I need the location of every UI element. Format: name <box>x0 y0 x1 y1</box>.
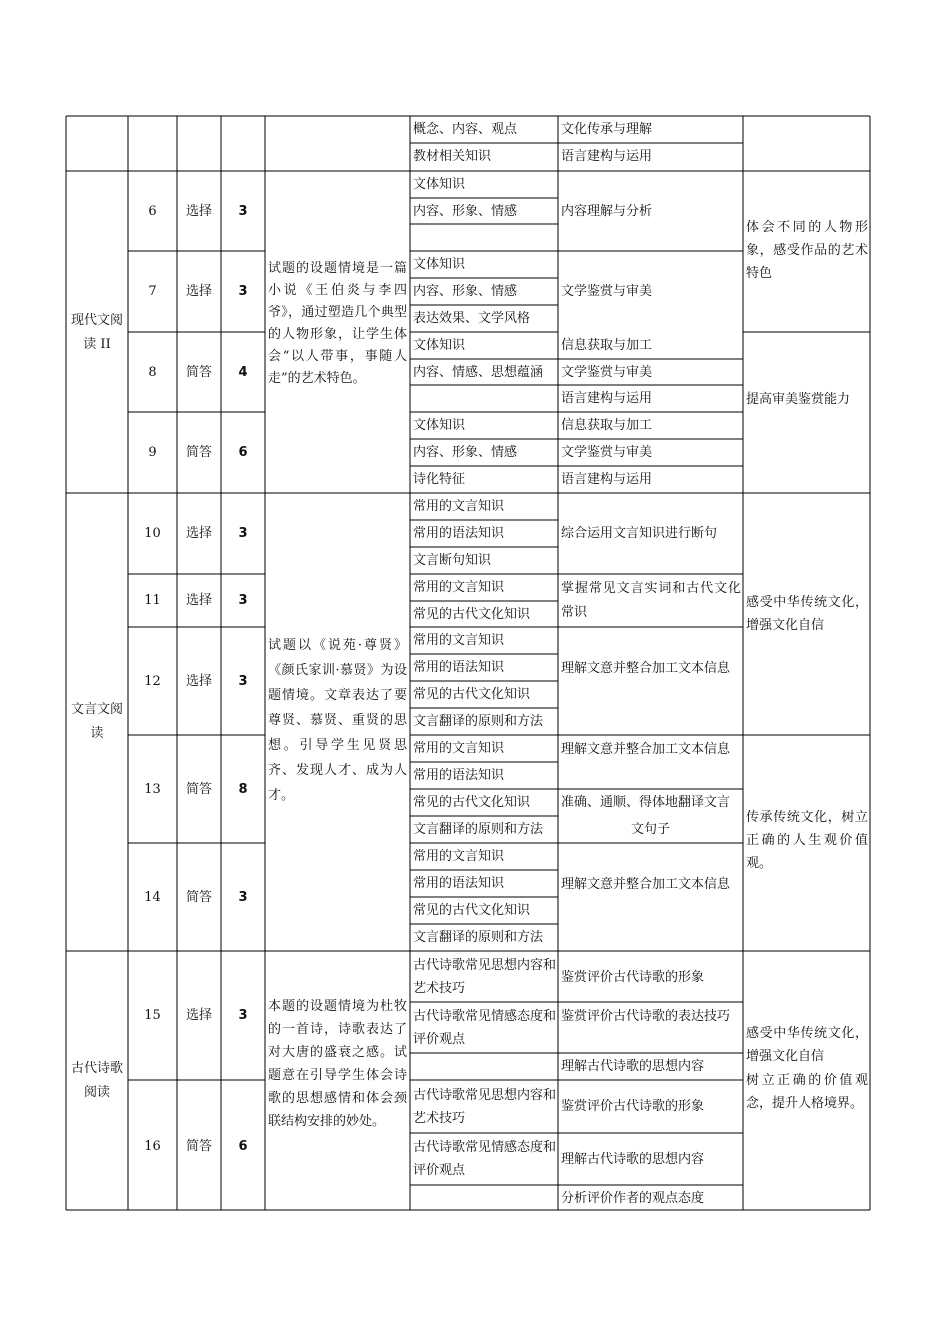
ability-item: 理解文意并整合加工文本信息 <box>561 742 731 757</box>
question-no: 10 <box>144 526 161 541</box>
knowledge-item: 常用的语法知识 <box>413 768 505 783</box>
ability-item: 信息获取与加工 <box>561 338 653 353</box>
knowledge-item: 文体知识 <box>413 257 466 272</box>
knowledge-item: 古代诗歌常见思想内容和艺术技巧 <box>413 1088 557 1126</box>
ability-item: 掌握常见文言实词和古代文化常识 <box>561 581 741 620</box>
question-score: 3 <box>238 593 248 608</box>
knowledge-item: 文体知识 <box>413 177 466 192</box>
question-score: 8 <box>238 782 248 797</box>
ability-item: 准确、通顺、得体地翻译文言 <box>561 795 731 810</box>
question-type: 简答 <box>185 445 212 460</box>
knowledge-item: 文体知识 <box>413 338 466 353</box>
cont-ability-2: 语言建构与运用 <box>561 149 653 164</box>
ability-item: 理解文意并整合加工文本信息 <box>561 877 731 892</box>
question-type: 选择 <box>185 593 212 608</box>
knowledge-item: 常用的文言知识 <box>413 499 505 514</box>
ability-item: 鉴赏评价古代诗歌的表达技巧 <box>561 1009 731 1024</box>
ability-item: 分析评价作者的观点态度 <box>561 1191 705 1206</box>
question-score: 3 <box>238 526 248 541</box>
knowledge-item: 文言翻译的原则和方法 <box>413 822 544 837</box>
literacy-text: 树立正确的价值观念，提升人格境界。 <box>746 1073 868 1111</box>
question-type: 选择 <box>185 674 212 689</box>
question-score: 6 <box>238 1139 248 1154</box>
knowledge-item: 常用的语法知识 <box>413 526 505 541</box>
knowledge-item: 古代诗歌常见情感态度和评价观点 <box>413 1140 557 1178</box>
knowledge-item: 内容、形象、情感 <box>413 445 518 460</box>
ability-item: 文学鉴赏与审美 <box>561 365 653 380</box>
question-type: 选择 <box>185 1008 212 1023</box>
question-score: 3 <box>238 284 248 299</box>
ability-item: 语言建构与运用 <box>561 472 653 487</box>
ability-item: 理解文意并整合加工文本信息 <box>561 661 731 676</box>
knowledge-item: 内容、情感、思想蕴涵 <box>413 365 544 380</box>
knowledge-item: 内容、形象、情感 <box>413 204 518 219</box>
knowledge-item: 表达效果、文学风格 <box>413 311 531 326</box>
ability-item: 鉴赏评价古代诗歌的形象 <box>561 970 705 985</box>
ability-item: 信息获取与加工 <box>561 418 653 433</box>
knowledge-item: 常用的文言知识 <box>413 849 505 864</box>
question-no: 9 <box>148 445 157 460</box>
question-score: 6 <box>238 445 248 460</box>
question-type: 简答 <box>185 782 212 797</box>
question-no: 16 <box>144 1139 161 1154</box>
question-score: 4 <box>238 365 248 380</box>
knowledge-item: 常用的语法知识 <box>413 876 505 891</box>
knowledge-item: 古代诗歌常见情感态度和评价观点 <box>413 1009 557 1047</box>
question-no: 13 <box>144 782 161 797</box>
ability-item: 理解古代诗歌的思想内容 <box>561 1059 705 1074</box>
knowledge-item: 常见的古代文化知识 <box>413 687 531 702</box>
question-type: 选择 <box>185 204 212 219</box>
situation-text: 本题的设题情境为杜牧的一首诗，诗歌表达了对大唐的盛衰之感。试题意在引导学生体会诗歌的思想感情和体会颈联结构安排的妙处。 <box>268 999 407 1129</box>
question-no: 6 <box>148 204 157 219</box>
question-type: 简答 <box>185 365 212 380</box>
knowledge-item: 文言翻译的原则和方法 <box>413 714 544 729</box>
knowledge-item: 常用的语法知识 <box>413 660 505 675</box>
ability-item: 内容理解与分析 <box>561 204 653 219</box>
literacy-text: 体会不同的人物形象，感受作品的艺术特色 <box>746 220 868 281</box>
question-score: 3 <box>238 1008 248 1023</box>
knowledge-item: 诗化特征 <box>413 472 466 487</box>
situation-text: 试题以《说苑·尊贤》《颜氏家训·慕贤》为设题情境。文章表达了要尊贤、慕贤、重贤的思想。引导学生见贤思齐、发现人才、成为人才。 <box>268 638 407 803</box>
question-no: 12 <box>144 674 161 689</box>
knowledge-item: 常用的文言知识 <box>413 633 505 648</box>
knowledge-item: 常见的古代文化知识 <box>413 903 531 918</box>
question-type: 选择 <box>185 284 212 299</box>
ability-item: 文学鉴赏与审美 <box>561 445 653 460</box>
situation-text: 试题的设题情境是一篇小说《王伯炎与李四爷》，通过塑造几个典型的人物形象，让学生体会“以人带事，事随人走”的艺术特色。 <box>268 261 407 386</box>
question-no: 14 <box>144 890 161 905</box>
question-score: 3 <box>238 890 248 905</box>
cont-ability-1: 文化传承与理解 <box>561 122 653 137</box>
ability-item: 理解古代诗歌的思想内容 <box>561 1152 705 1167</box>
question-type: 简答 <box>185 1139 212 1154</box>
literacy-text: 感受中华传统文化，增强文化自信 <box>746 1026 868 1064</box>
knowledge-item: 常用的文言知识 <box>413 580 505 595</box>
literacy-text: 感受中华传统文化，增强文化自信 <box>746 595 868 633</box>
question-no: 8 <box>148 365 157 380</box>
ability-item: 综合运用文言知识进行断句 <box>561 526 718 541</box>
knowledge-item: 常见的古代文化知识 <box>413 795 531 810</box>
ability-item: 鉴赏评价古代诗歌的形象 <box>561 1099 705 1114</box>
question-score: 3 <box>238 204 248 219</box>
question-no: 7 <box>148 284 157 299</box>
knowledge-item: 常用的文言知识 <box>413 741 505 756</box>
knowledge-item: 常见的古代文化知识 <box>413 607 531 622</box>
knowledge-item: 文体知识 <box>413 418 466 433</box>
knowledge-item: 文言断句知识 <box>413 553 492 568</box>
knowledge-item: 文言翻译的原则和方法 <box>413 930 544 945</box>
knowledge-item: 古代诗歌常见思想内容和艺术技巧 <box>413 958 557 996</box>
cont-knowledge-1: 概念、内容、观点 <box>413 122 518 137</box>
question-score: 3 <box>238 674 248 689</box>
knowledge-item: 内容、形象、情感 <box>413 284 518 299</box>
section-name: 现代文阅 读 II <box>70 313 123 352</box>
question-type: 简答 <box>185 890 212 905</box>
question-no: 11 <box>144 593 161 608</box>
section-name: 古代诗歌 阅读 <box>70 1061 123 1100</box>
cont-knowledge-2: 教材相关知识 <box>413 149 492 164</box>
ability-item: 文句子 <box>630 822 670 837</box>
ability-item: 语言建构与运用 <box>561 391 653 406</box>
literacy-text: 传承传统文化，树立正确的人生观价值观。 <box>746 810 868 871</box>
question-type: 选择 <box>185 526 212 541</box>
question-no: 15 <box>144 1008 161 1023</box>
literacy-text: 提高审美鉴赏能力 <box>746 392 851 407</box>
section-name: 文言文阅 读 <box>70 702 123 741</box>
ability-item: 文学鉴赏与审美 <box>561 284 653 299</box>
